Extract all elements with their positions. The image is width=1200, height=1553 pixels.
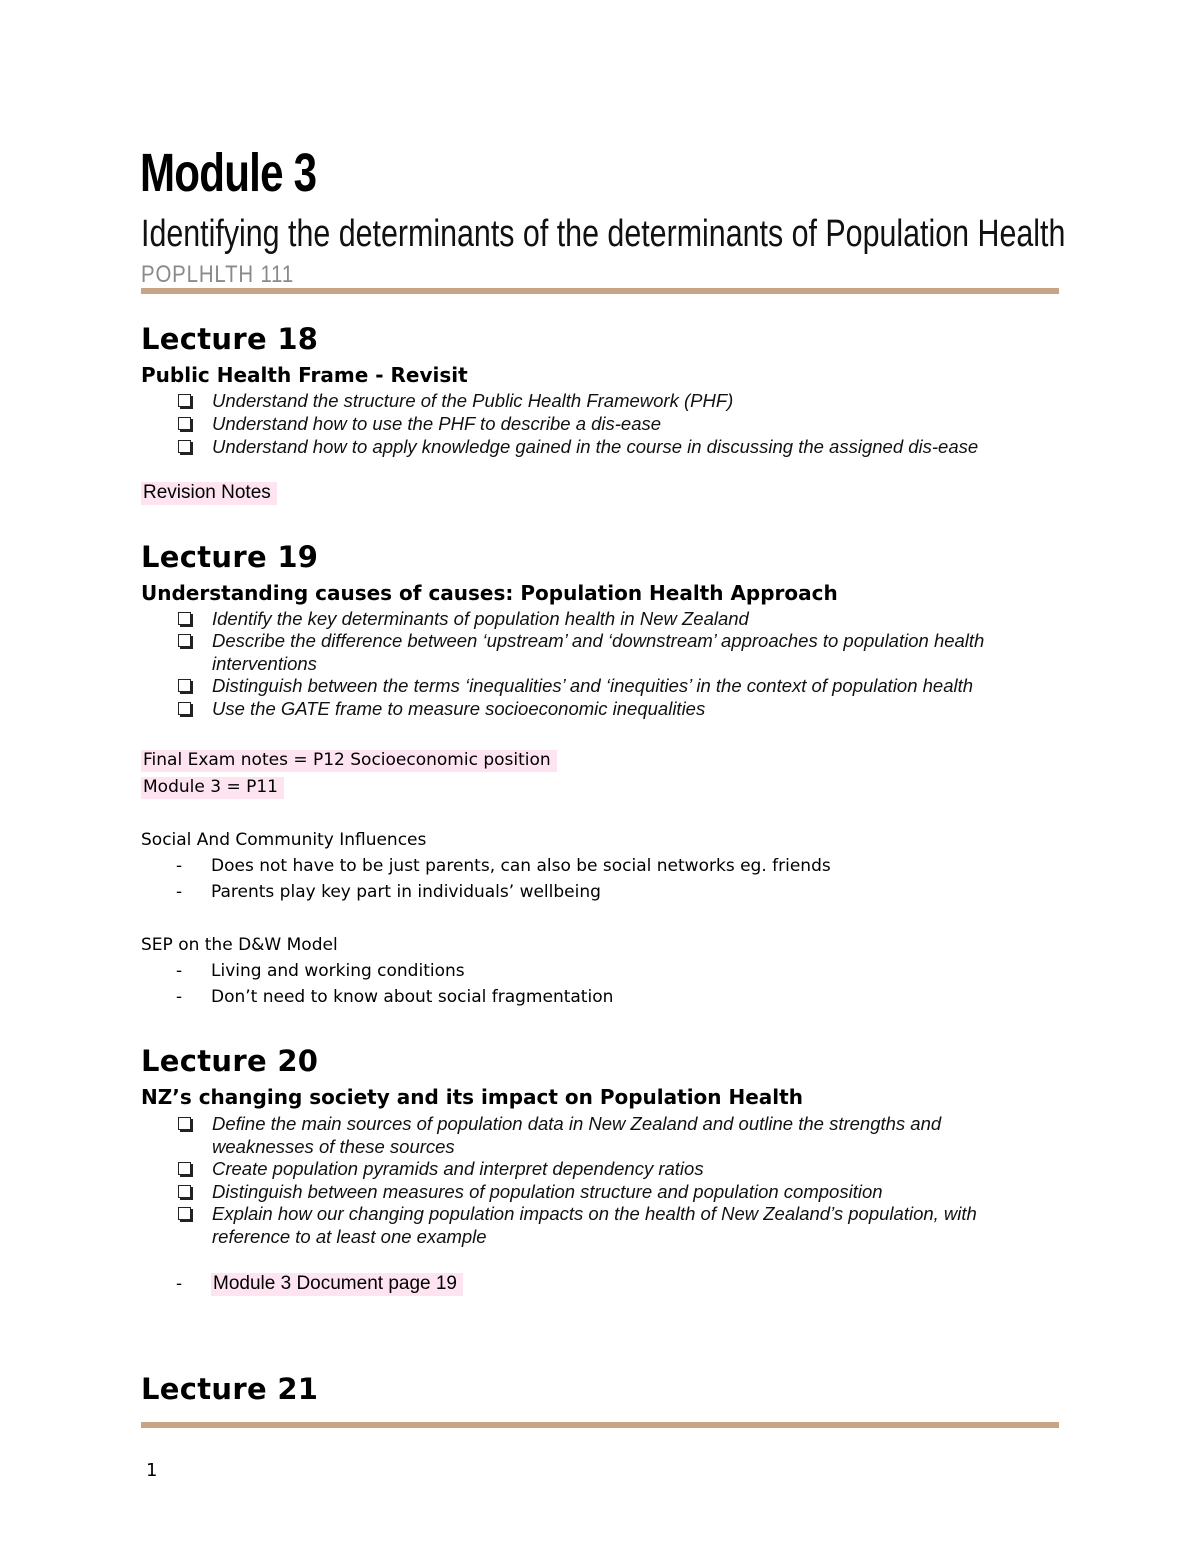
lecture-18-heading: Lecture 18 xyxy=(141,322,319,356)
page-subtitle: Identifying the determinants of the determinants of Population Health xyxy=(141,213,1066,255)
lecture-20-subheading: NZ’s changing society and its impact on Population Health xyxy=(141,1085,803,1109)
checkbox-icon[interactable] xyxy=(178,417,191,430)
checklist-item: Understand how to apply knowledge gained in the course in discussing the assigned dis-ease xyxy=(178,436,1058,459)
course-code: POPLHLTH 111 xyxy=(141,261,295,288)
section-title: SEP on the D&W Model xyxy=(141,935,338,955)
revision-notes-link[interactable]: Revision Notes xyxy=(141,482,277,504)
checklist-item: Distinguish between measures of population structure and population composition xyxy=(178,1181,1058,1204)
checklist-item: Create population pyramids and interpret dependency ratios xyxy=(178,1158,1058,1181)
document-link-item: - Module 3 Document page 19 xyxy=(176,1273,463,1295)
lecture-21-heading: Lecture 21 xyxy=(141,1372,319,1406)
checklist-item: Identify the key determinants of population health in New Zealand xyxy=(178,608,1058,631)
lecture-18-subheading: Public Health Frame - Revisit xyxy=(141,363,468,387)
checkbox-icon[interactable] xyxy=(178,634,191,647)
checklist-item: Understand how to use the PHF to describe a dis-ease xyxy=(178,413,1058,436)
lecture-19-subheading: Understanding causes of causes: Population Health Approach xyxy=(141,581,838,605)
page-title: Module 3 xyxy=(140,143,317,203)
checklist-item: Define the main sources of population data in New Zealand and outline the strengths and weaknesses of these sources xyxy=(178,1113,1058,1158)
bullet-item: - Living and working conditions xyxy=(176,961,465,981)
checklist-item: Use the GATE frame to measure socioeconomic inequalities xyxy=(178,698,1058,721)
checkbox-icon[interactable] xyxy=(178,440,191,453)
checkbox-icon[interactable] xyxy=(178,1162,191,1175)
checkbox-icon[interactable] xyxy=(178,394,191,407)
lecture-19-heading: Lecture 19 xyxy=(141,540,319,574)
bullet-item: - Parents play key part in individuals’ wellbeing xyxy=(176,882,601,902)
checkbox-icon[interactable] xyxy=(178,679,191,692)
lecture-20-heading: Lecture 20 xyxy=(141,1044,319,1078)
checkbox-icon[interactable] xyxy=(178,1117,191,1130)
checklist-item: Distinguish between the terms ‘inequalities’ and ‘inequities’ in the context of population health xyxy=(178,675,1058,698)
checkbox-icon[interactable] xyxy=(178,1207,191,1220)
checklist-item: Understand the structure of the Public Health Framework (PHF) xyxy=(178,390,1058,413)
footer-divider xyxy=(141,1422,1059,1428)
highlighted-note: Module 3 = P11 xyxy=(141,777,284,797)
header-divider xyxy=(141,288,1059,294)
bullet-item: - Don’t need to know about social fragmentation xyxy=(176,987,614,1007)
page-number: 1 xyxy=(146,1460,158,1481)
section-title: Social And Community Influences xyxy=(141,830,427,850)
module-document-link[interactable]: Module 3 Document page 19 xyxy=(211,1273,463,1296)
checkbox-icon[interactable] xyxy=(178,702,191,715)
checklist-item: Describe the difference between ‘upstream’ and ‘downstream’ approaches to population health interventions xyxy=(178,630,1058,675)
bullet-item: - Does not have to be just parents, can also be social networks eg. friends xyxy=(176,856,831,876)
highlighted-note: Final Exam notes = P12 Socioeconomic position xyxy=(141,750,557,770)
checkbox-icon[interactable] xyxy=(178,1185,191,1198)
checklist-item: Explain how our changing population impacts on the health of New Zealand’s population, with reference to at least one example xyxy=(178,1203,1058,1248)
checkbox-icon[interactable] xyxy=(178,612,191,625)
